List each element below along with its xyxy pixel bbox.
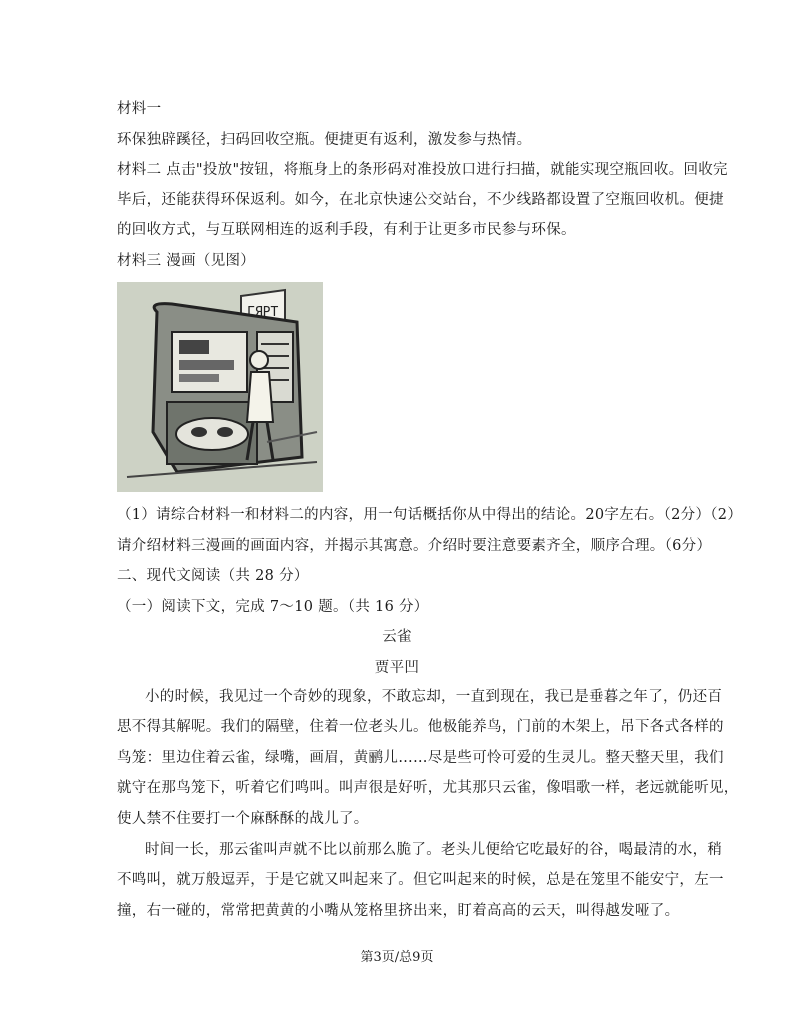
- question-line: 请介绍材料三漫画的画面内容，并揭示其寓意。介绍时要注意要素齐全，顺序合理。（6分）: [117, 538, 712, 554]
- paragraph-1-line: 小的时候，我见过一个奇妙的现象，不敢忘却，一直到现在，我已是垂暮之年了，仍还百: [145, 689, 723, 705]
- paragraph-1-line: 鸟笼：里边住着云雀，绿嘴，画眉，黄鹂儿……尽是些可怜可爱的生灵儿。整天整天里，我们: [117, 750, 724, 766]
- paragraph-2-line: 撞，右一碰的，常常把黄黄的小嘴从笼格里挤出来，盯着高高的云天，叫得越发哑了。: [117, 903, 680, 919]
- page-footer: 第3页/总9页: [360, 950, 434, 965]
- question-line: （1）请综合材料一和材料二的内容，用一句话概括你从中得出的结论。20字左右。（2分）（2）: [117, 507, 743, 523]
- material-2-line: 的回收方式，与互联网相连的返利手段，有利于让更多市民参与环保。: [117, 222, 576, 238]
- material-3-heading: 材料三 漫画（见图）: [117, 253, 256, 269]
- paragraph-1-line: 就守在那鸟笼下，听着它们鸣叫。叫声很是好听，尤其那只云雀，像唱歌一样，老远就能听见，: [117, 780, 739, 796]
- section-2-heading: 二、现代文阅读（共 28 分）: [117, 568, 309, 584]
- subsection-1-heading: （一）阅读下文，完成 7～10 题。（共 16 分）: [117, 599, 429, 615]
- material-2-line: 材料二 点击"投放"按钮，将瓶身上的条形码对准投放口进行扫描，就能实现空瓶回收。回收完: [117, 162, 728, 178]
- article-author: 贾平凹: [374, 660, 420, 676]
- sign-text: ГЯРТ: [247, 305, 279, 320]
- material-2-line: 毕后，还能获得环保返利。如今，在北京快速公交站台，不少线路都设置了空瓶回收机。便捷: [117, 192, 724, 208]
- paragraph-2-line: 不鸣叫，就万般逗弄，于是它就又叫起来了。但它叫起来的时候，总是在笼里不能安宁，左一: [117, 872, 724, 888]
- comic-illustration: [117, 282, 323, 492]
- article-title: 云雀: [382, 629, 412, 645]
- material-1-text: 环保独辟蹊径，扫码回收空瓶。便捷更有返利，激发参与热情。: [117, 132, 532, 148]
- recycling-machine-drawing: [117, 282, 323, 492]
- paragraph-2-line: 时间一长，那云雀叫声就不比以前那么脆了。老头儿便给它吃最好的谷，喝最清的水，稍: [145, 842, 723, 858]
- paragraph-1-line: 使人禁不住要打一个麻酥酥的战儿了。: [117, 811, 369, 827]
- material-1-heading: 材料一: [117, 101, 162, 117]
- paragraph-1-line: 思不得其解呢。我们的隔壁，住着一位老头儿。他极能养鸟，门前的木架上，吊下各式各样的: [117, 719, 724, 735]
